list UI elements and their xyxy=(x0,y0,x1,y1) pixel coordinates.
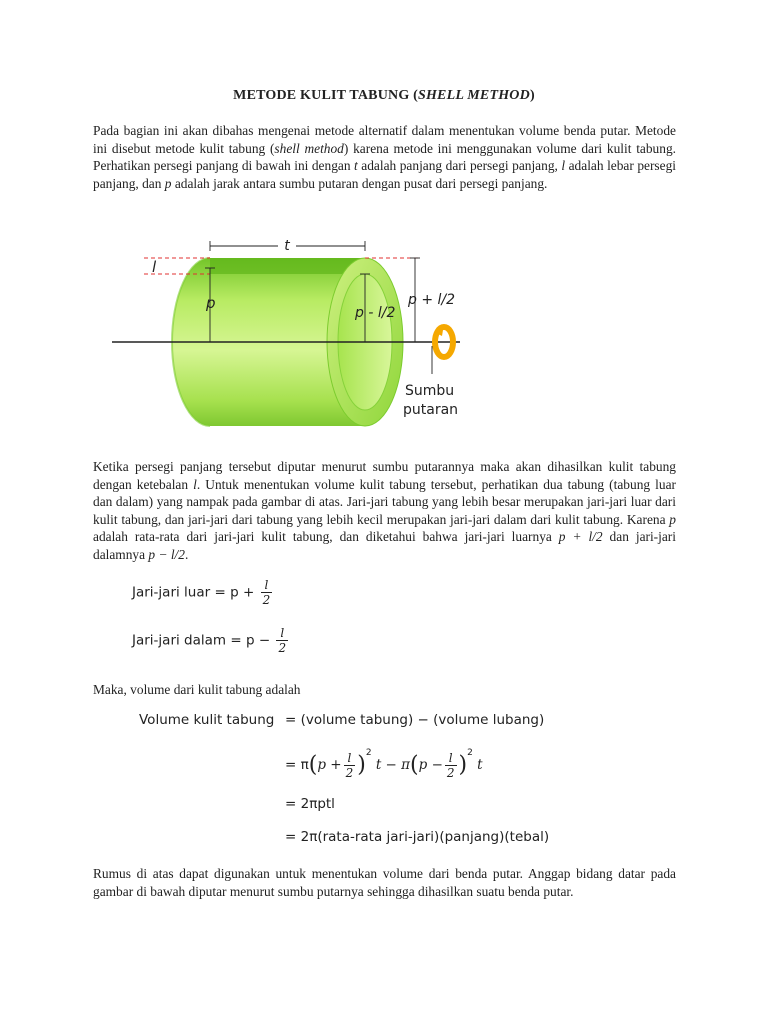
axis-label-1: Sumbu xyxy=(405,383,455,399)
volume-line-1: = (volume tabung) − (volume lubang) xyxy=(285,712,545,728)
label-p-minus: p - l/2 xyxy=(355,305,396,321)
volume-line-2: = π(p + $\frac{l}{2}$ )$^2$ t − π(p − $\frac{l}{2}$ )$^2$ t xyxy=(285,748,483,780)
cylinder-top-edge xyxy=(210,258,365,274)
label-l: l xyxy=(152,258,157,276)
volume-line-4: = 2π(rata-rata jari-jari)(panjang)(tebal) xyxy=(285,829,550,845)
shell-cylinder-figure xyxy=(100,228,480,428)
page-title: METODE KULIT TABUNG (SHELL METHOD) xyxy=(233,88,535,103)
volume-label: Volume kulit tabung xyxy=(139,712,275,728)
label-p: p xyxy=(206,294,216,312)
equation-outer-radius: Jari-jari luar = p + $\frac{l}{2}$ xyxy=(132,578,271,607)
volume-intro-text: Maka, volume dari kulit tabung adalah xyxy=(93,682,301,697)
label-p-plus: p + l/2 xyxy=(408,292,456,308)
equation-inner-radius: Jari-jari dalam = p − $\frac{l}{2}$ xyxy=(132,626,287,655)
closing-paragraph: Rumus di atas dapat digunakan untuk menentukan volume dari benda putar. Anggap bidang datar pada gambar di bawah diputar menurut sumbu putarnya sehingga dihasilkan suatu benda putar. xyxy=(93,866,676,899)
explanation-paragraph: Ketika persegi panjang tersebut diputar menurut sumbu putarannya maka akan dihasilkan kulit tabung dengan ketebalan l. Untuk menentukan volume kulit tabung tersebut, perhatikan dua tabung (tabung luar dan dalam) yang nampak pada gambar di atas. Jari-jari tabung yang lebih besar merupakan jari-jari luar dari kulit tabung, dan jari-jari dari tabung yang lebih kecil merupakan jari-jari dalam dari kulit tabung. Karena p adalah rata-rata dari jari-jari kulit tabung, dan diketahui bahwa jari-jari luarnya p + l/2 dan jari-jari dalamnya p − l/2. xyxy=(93,459,676,562)
label-t: t xyxy=(284,238,290,254)
intro-paragraph: Pada bagian ini akan dibahas mengenai metode alternatif dalam menentukan volume benda putar. Metode ini disebut metode kulit tabung (shell method) karena metode ini menggunakan volume dari kulit tabung. Perhatikan persegi panjang di bawah ini dengan t adalah panjang dari persegi panjang, l adalah lebar persegi panjang, dan p adalah jarak antara sumbu putaran dengan pusat dari persegi panjang. xyxy=(93,123,677,191)
rotation-arrow-icon xyxy=(434,324,453,357)
volume-line-3: = 2πptl xyxy=(285,796,335,812)
axis-label-2: putaran xyxy=(403,402,459,418)
